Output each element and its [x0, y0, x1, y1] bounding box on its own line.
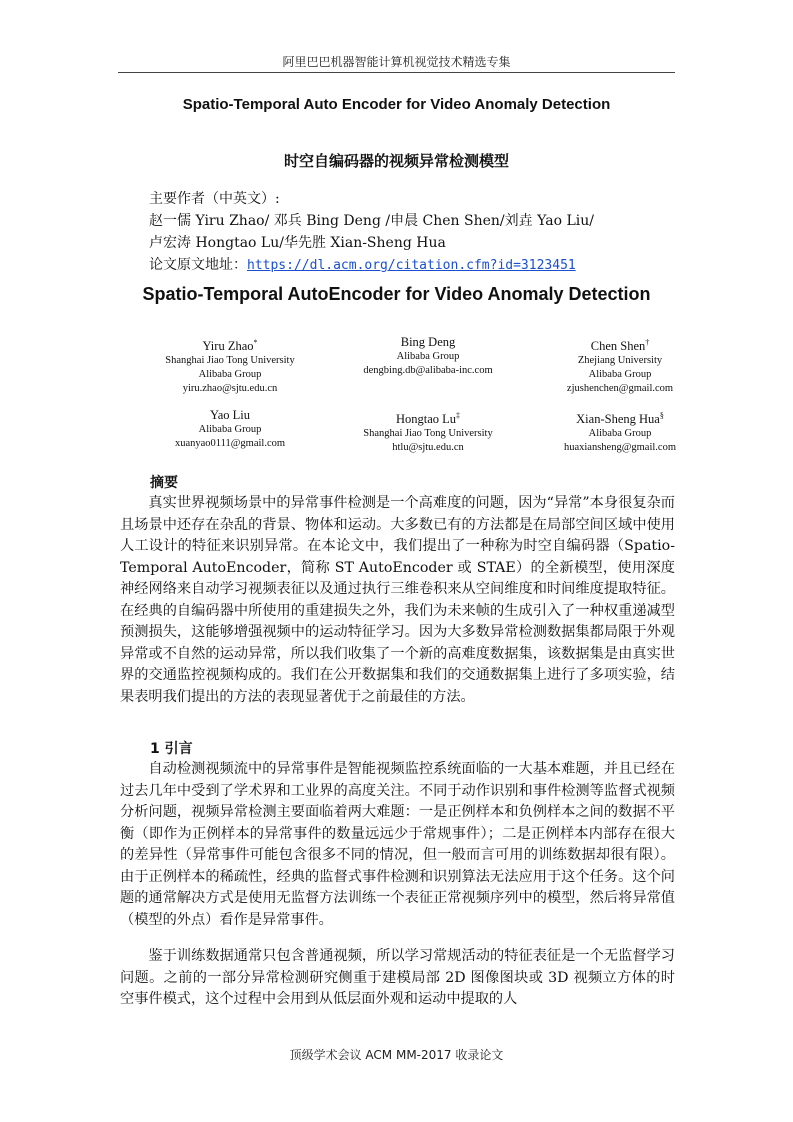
- author-affiliation: Shanghai Jiao Tong University: [363, 428, 493, 440]
- page-footer: 顶级学术会议 ACM MM-2017 收录论文: [289, 1048, 504, 1062]
- author-email: dengbing.db@alibaba-inc.com: [363, 365, 493, 376]
- author-email: huaxiansheng@gmail.com: [563, 442, 677, 454]
- running-header: 阿里巴巴机器智能计算机视觉技术精选专集: [282, 55, 511, 69]
- author-block: [520, 408, 720, 455]
- header-divider: [118, 72, 675, 73]
- url-line: [149, 254, 709, 277]
- author-affiliation: Alibaba Group: [198, 369, 262, 381]
- author-affiliation: Alibaba Group: [588, 369, 652, 381]
- author-affiliation: Alibaba Group: [198, 424, 262, 435]
- author-email: htlu@sjtu.edu.cn: [392, 442, 464, 454]
- authors-label: 主要作者（中英文）:: [149, 191, 280, 207]
- intro-paragraph-2: 鉴于训练数据通常只包含普通视频，所以学习常规活动的特征表征是一个无监督学习问题。之前的一部分异常检测研究侧重于建模局部 2D 图像图块或 3D 视频立方体的时空事件模式，这个过程中会用到从低层面外观和运动中提取的人: [120, 948, 675, 1007]
- author-affiliation: Alibaba Group: [588, 428, 652, 440]
- url-label: 论文原文地址：: [149, 257, 247, 273]
- paper-url-link[interactable]: https://dl.acm.org/citation.cfm?id=3123451: [247, 258, 576, 273]
- chinese-title: 时空自编码器的视频异常检测模型: [283, 152, 509, 170]
- author-affiliation: Alibaba Group: [396, 351, 460, 362]
- author-email: zjushenchen@gmail.com: [566, 383, 674, 395]
- authors-line-2: 卢宏涛 Hongtao Lu/华先胜 Xian-Sheng Hua: [149, 235, 446, 251]
- author-block: [520, 335, 720, 396]
- intro-paragraph-1: 自动检测视频流中的异常事件是智能视频监控系统面临的一大基本难题，并且已经在过去几年中受到了学术界和工业界的高度关注。不同于动作识别和事件检测等监督式视频分析问题，视频异常检测主要面临着两大难题：一是正例样本和负例样本之间的数据不平衡（即作为正例样本的异常事件的数量远远少于常规事件）；二是正例样本内部存在很大的差异性（异常事件可能包含很多不同的情况，但一般而言可用的训练数据却很有限）。由于正例样本的稀疏性，经典的监督式事件检测和识别算法无法应用于这个任务。这个问题的通常解决方式是使用无监督方法训练一个表征正常视频序列中的模型，然后将异常值（模型的外点）看作是异常事件。: [120, 761, 675, 928]
- abstract-text: 真实世界视频场景中的异常事件检测是一个高难度的问题，因为“异常”本身很复杂而且场景中还存在杂乱的背景、物体和运动。大多数已有的方法都是在局部空间区域中使用人工设计的特征来识别异常。在本论文中，我们提出了一种称为时空自编码器（Spatio-Temporal AutoEncoder，简称 ST AutoEncoder 或 STAE）的全新模型，使用深度神经网络来自动学习视频表征以及通过执行三维卷积来从空间维度和时间维度提取特征。在经典的自编码器中所使用的重建损失之外，我们为未来帧的生成引入了一种权重递减型预测损失，这能够增强视频中的运动特征学习。因为大多数异常检测数据集都局限于外观异常或不自然的运动异常，所以我们收集了一个新的高难度数据集，该数据集是由真实世界的交通监控视频构成的。我们在公开数据集和我们的交通数据集上进行了多项实验，结果表明我们提出的方法的表现显著优于之前最佳的方法。: [120, 495, 675, 705]
- author-name: Hongtao Lu‡: [395, 411, 461, 427]
- abstract-heading: 摘要: [150, 475, 178, 491]
- author-name: Chen Shen†: [590, 338, 650, 354]
- authors-line-1: 赵一儒 Yiru Zhao/ 邓兵 Bing Deng /申晨 Chen Shen/刘垚 Yao Liu/: [149, 213, 594, 229]
- author-affiliation: Zhejiang University: [577, 355, 663, 367]
- author-name: Xian-Sheng Hua§: [576, 411, 664, 427]
- author-name: Yao Liu: [209, 408, 251, 422]
- author-email: xuanyao0111@gmail.com: [174, 438, 286, 449]
- author-name: Yiru Zhao*: [202, 338, 258, 354]
- english-title: Spatio-Temporal Auto Encoder for Video Anomaly Detection: [182, 96, 611, 113]
- author-block: [130, 408, 330, 451]
- author-block: [130, 335, 330, 396]
- author-name: Bing Deng: [400, 335, 456, 349]
- paper-title: Spatio-Temporal AutoEncoder for Video Anomaly Detection: [142, 284, 651, 304]
- author-email: yiru.zhao@sjtu.edu.cn: [182, 383, 278, 395]
- intro-heading: 1 引言: [150, 741, 193, 757]
- author-block: [328, 335, 528, 378]
- author-affiliation: Shanghai Jiao Tong University: [165, 355, 295, 367]
- author-block: [328, 408, 528, 455]
